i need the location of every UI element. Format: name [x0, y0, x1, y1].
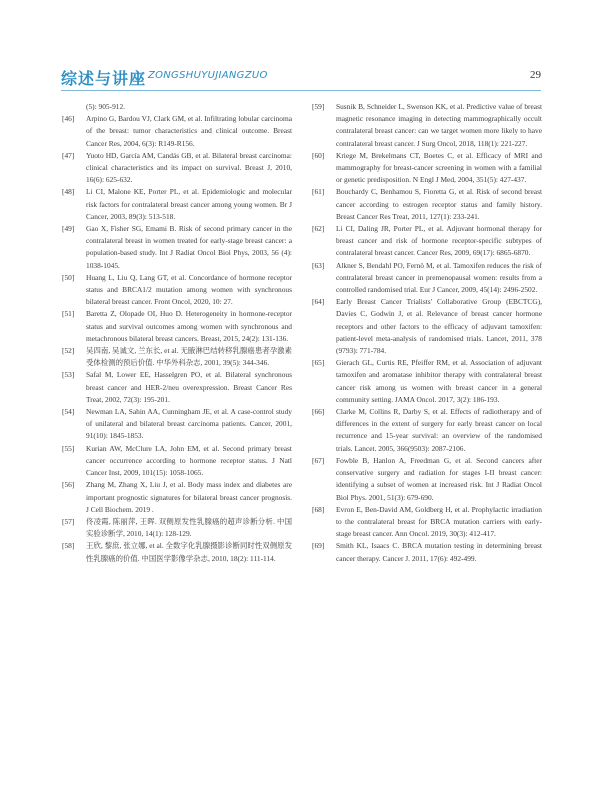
reference-number: [49] — [62, 224, 75, 234]
reference-text: (5): 905-912. — [86, 102, 125, 111]
reference-number: [57] — [62, 516, 75, 526]
reference-text: Baretta Z, Olopade OI, Huo D. Heterogeneity in hormone-receptor status and survival outcomes among women with synchronous and metachronous bilateral breast cancers. Breast, 2015, 24(2): 131-136. — [86, 309, 292, 343]
references-right-column — [312, 101, 542, 565]
reference-number: [66] — [312, 407, 325, 417]
reference-text: Evron E, Ben-David AM, Goldberg H, et al. Prophylactic irradiation to the contralateral breast for BRCA mutation carriers with early-stage breast cancer. Ann Oncol. 2019, 30(3): 412-417. — [336, 504, 542, 539]
reference-text: Smith KL, Isaacs C. BRCA mutation testing in determining breast cancer therapy. Cancer J. 2011, 17(6): 492-499. — [336, 541, 542, 563]
running-header — [61, 62, 541, 86]
reference-number: [59] — [312, 102, 325, 111]
reference-text: 王欣, 黎庶, 张立娜, et al. 全数字化乳腺摄影诊断同时性双侧原发性乳腺癌的价值. 中国医学影像学杂志, 2010, 18(2): 111-114. — [86, 541, 292, 563]
reference-text: Safal M, Lower EE, Hasselgren PO, et al. Bilateral synchronous breast cancer and HER-2/neu overexpression. Breast Cancer Res Treat, 2002, 72(3): 195-201. — [86, 370, 292, 404]
reference-entry — [312, 406, 542, 455]
reference-number: [47] — [62, 150, 75, 160]
reference-entry — [62, 223, 292, 272]
reference-number: [65] — [312, 358, 325, 368]
reference-number: [50] — [62, 272, 75, 282]
reference-number: [67] — [312, 455, 325, 465]
reference-number: [69] — [312, 541, 325, 551]
reference-number: [58] — [62, 541, 75, 551]
reference-number: [63] — [312, 260, 325, 270]
reference-entry — [62, 479, 292, 516]
header-divider — [61, 90, 541, 91]
reference-text: Li CI, Daling JR, Porter PL, et al. Adjuvant hormonal therapy for breast cancer and risk of hormone receptor-specific subtypes of contralateral breast cancer. Cancer Res, 2009, 69(17): 6865-6870. — [336, 224, 542, 258]
reference-entry — [312, 357, 542, 406]
reference-number: [62] — [312, 224, 325, 234]
reference-text: Kurian AW, McClure LA, John EM, et al. Second primary breast cancer occurrence according to hormone receptor status. J Natl Cancer Inst, 2009, 101(15): 1058-1065. — [86, 443, 292, 478]
reference-text: Susnik B, Schneider L, Swenson KK, et al. Predictive value of breast magnetic resonance imaging in detecting mammographically occult contralateral breast cancer: can we target women more likely to have contralateral breast cancer. J Surg Oncol, 2018, 118(1): 221-227. — [336, 102, 542, 148]
reference-entry — [312, 540, 542, 564]
reference-entry — [62, 369, 292, 406]
reference-text: Alkner S, Bendahl PO, Fernö M, et al. Tamoxifen reduces the risk of contralateral breast cancer in premenopausal women: results from a controlled randomised trial. Eur J Cancer, 2009, 45(14): 2496-2502. — [336, 260, 542, 295]
reference-text: Kriege M, Brekelmans CT, Boetes C, et al. Efficacy of MRI and mammography for breast-cancer screening in women with a familial or genetic predisposition. N Engl J Med, 2004, 351(5): 427-437. — [336, 150, 542, 185]
section-title-cn: 综述与讲座 — [61, 69, 147, 88]
reference-entry — [62, 272, 292, 309]
reference-text: Newman LA, Sahin AA, Cunningham JE, et al. A case-control study of unilateral and bilateral breast carcinoma patients. Cancer, 2001, 91(10): 1845-1853. — [86, 407, 292, 441]
reference-text: Li CI, Malone KE, Porter PL, et al. Epidemiologic and molecular risk factors for contralateral breast cancer among young women. Br J Cancer, 2003, 89(3): 513-518. — [86, 187, 292, 221]
reference-number: [52] — [62, 346, 75, 356]
reference-entry — [312, 504, 542, 541]
reference-entry — [62, 540, 292, 564]
reference-entry — [62, 345, 292, 369]
reference-number: [60] — [312, 150, 325, 160]
reference-text: Bouchardy C, Benhamou S, Fioretta G, et al. Risk of second breast cancer according to estrogen receptor status and family history. Breast Cancer Res Treat, 2011, 127(1): 233-241. — [336, 187, 542, 221]
reference-entry — [312, 186, 542, 223]
reference-number: [56] — [62, 480, 75, 490]
reference-text: Huang L, Liu Q, Lang GT, et al. Concordance of hormone receptor status and BRCA1/2 mutation among women with synchronous bilateral breast cancer. Front Oncol, 2020, 10: 27. — [86, 272, 292, 307]
reference-entry — [62, 113, 292, 150]
reference-text: Yuoto HD, García AM, Candás GB, et al. Bilateral breast carcinoma: clinical characteristics and its impact on survival. Breast J, 2010, 16(6): 625-632. — [86, 150, 292, 185]
reference-number: [64] — [312, 297, 325, 307]
page-number: 29 — [530, 69, 541, 81]
reference-number: [48] — [62, 187, 75, 197]
reference-entry — [62, 406, 292, 443]
reference-entry — [62, 150, 292, 187]
reference-text: Gierach GL, Curtis RE, Pfeiffer RM, et al. Association of adjuvant tamoxifen and aromatase inhibitor therapy with contralateral breast cancer risk among us women with breast cancer in a general community setting. JAMA Oncol. 2017, 3(2): 186-193. — [336, 358, 542, 404]
reference-entry — [312, 101, 542, 150]
reference-entry — [312, 260, 542, 297]
reference-number: [51] — [62, 309, 75, 319]
reference-entry — [312, 455, 542, 504]
reference-entry — [312, 150, 542, 187]
reference-text: Fowble B, Hanlon A, Freedman G, et al. Second cancers after conservative surgery and radiation for stages I-II breast cancer: identifying a subset of women at increased risk. Int J Radiat Oncol Biol Phys. 2001, 51(3): 679-690. — [336, 455, 542, 502]
reference-entry — [62, 186, 292, 223]
reference-entry — [62, 516, 292, 540]
reference-entry — [62, 101, 292, 113]
reference-number: [55] — [62, 443, 75, 453]
reference-number: [46] — [62, 114, 75, 124]
reference-text: Clarke M, Collins R, Darby S, et al. Effects of radiotherapy and of differences in the extent of surgery for early breast cancer on local recurrence and 15-year survival: an overview of the randomised trials. Lancet. 2005, 366(9503): 2087-2106. — [336, 407, 542, 453]
reference-entry — [62, 443, 292, 480]
reference-text: Early Breast Cancer Trialists' Collaborative Group (EBCTCG), Davies C, Godwin J, et al. Relevance of breast cancer hormone receptors and other factors to the efficacy of adjuvant tamoxifen: patient-level meta-analysis of randomised trials. Lancet, 2011, 378 (9793): 771-784. — [336, 297, 542, 356]
reference-text: 吴四南, 吴诚文, 兰东长, et al. 无腋淋巴结转移乳腺癌患者孕激素受体检测的预后价值. 中华外科杂志, 2001, 39(5): 344-346. — [86, 346, 292, 368]
reference-text: Arpino G, Bardou VJ, Clark GM, et al. Infiltrating lobular carcinoma of the breast: tumor characteristics and clinical outcome. Breast Cancer Res, 2004, 6(3): R149-R156. — [86, 114, 292, 148]
reference-entry — [312, 296, 542, 357]
reference-text: Gao X, Fisher SG, Emami B. Risk of second primary cancer in the contralateral breast in women treated for early-stage breast cancer: a population-based study. Int J Radiat Oncol Biol Phys, 2003, 56 (4): 1038-1045. — [86, 224, 292, 270]
references-left-column — [62, 101, 292, 565]
reference-number: [54] — [62, 407, 75, 417]
reference-text: 佟凌霞, 陈丽萍, 王晖. 双侧原发性乳腺癌的超声诊断分析. 中国实验诊断学, 2010, 14(1): 128-129. — [86, 516, 292, 539]
reference-number: [53] — [62, 370, 75, 380]
section-title-en: · ZONGSHUYUJIANGZUO — [141, 70, 268, 81]
reference-entry — [62, 308, 292, 345]
reference-number: [68] — [312, 504, 325, 514]
reference-entry — [312, 223, 542, 260]
reference-number: [61] — [312, 187, 325, 197]
reference-text: Zhang M, Zhang X, Liu J, et al. Body mass index and diabetes are important prognostic signatures for bilateral breast cancer prognosis. J Cell Biochem. 2019 . — [86, 480, 292, 514]
